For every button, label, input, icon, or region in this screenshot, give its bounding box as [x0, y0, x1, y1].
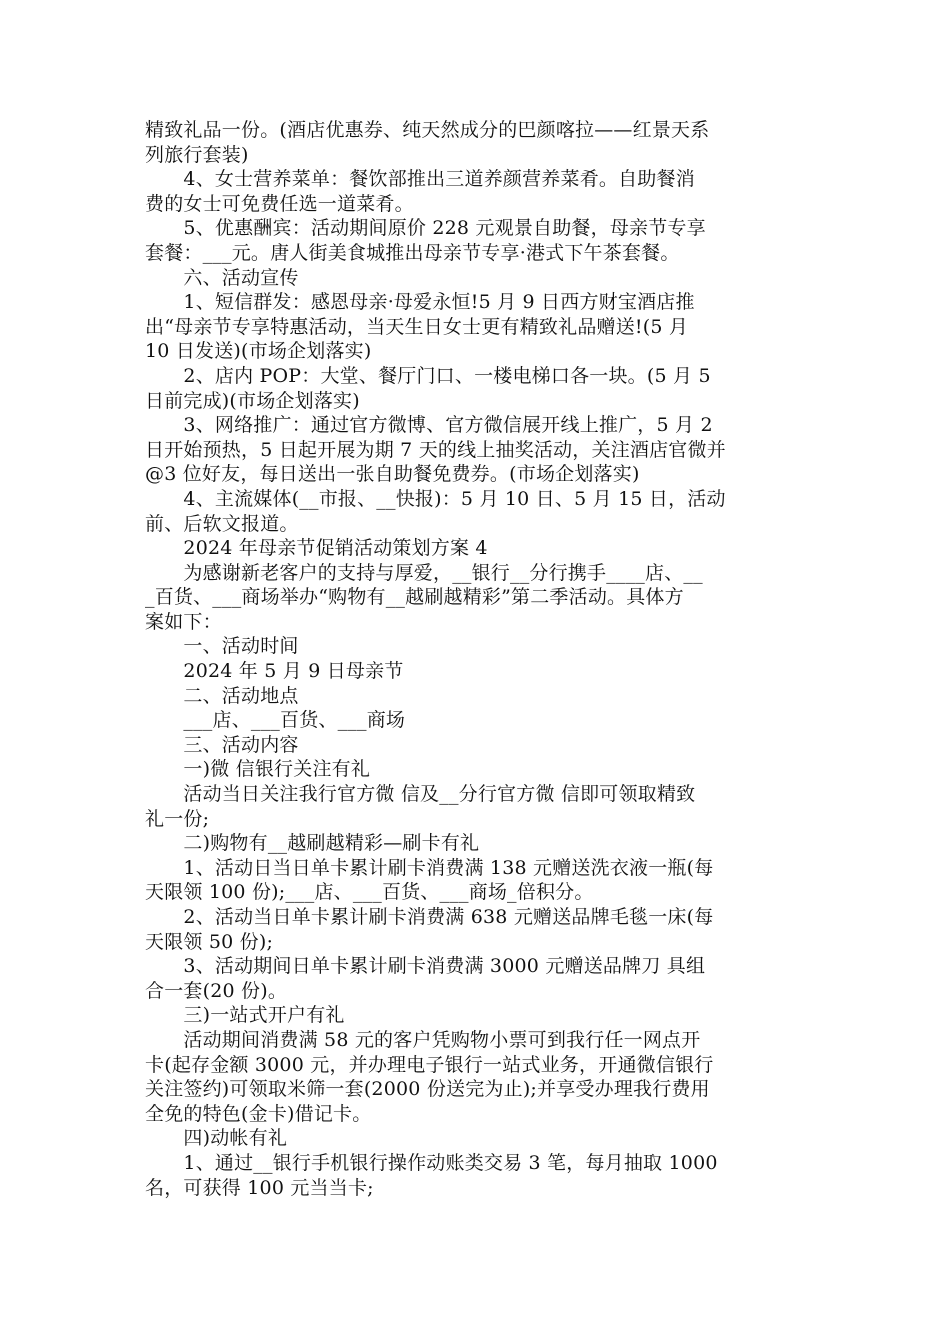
text-line: 日前完成)(市场企划落实) — [145, 389, 360, 412]
section-heading: 二、活动地点 — [145, 684, 299, 707]
subsection-heading: 三)一站式开户有礼 — [145, 1004, 345, 1027]
text-line: 合一套(20 份)。 — [145, 979, 288, 1002]
text-line: 1、活动日当日单卡累计刷卡消费满 138 元赠送洗衣液一瓶(每 — [145, 856, 714, 879]
text-line: 1、短信群发：感恩母亲·母爱永恒!5 月 9 日西方财宝酒店推 — [145, 291, 695, 314]
text-line: 礼一份; — [145, 807, 210, 830]
text-line: 费的女士可免费任选一道菜肴。 — [145, 192, 414, 215]
text-line: ___店、___百货、___商场 — [145, 709, 406, 732]
plan-title: 2024 年母亲节促销活动策划方案 4 — [145, 537, 488, 560]
subsection-heading: 二)购物有__越刷越精彩—刷卡有礼 — [145, 832, 480, 855]
text-line: 案如下： — [145, 610, 222, 633]
text-line: 为感谢新老客户的支持与厚爱，__银行__分行携手____店、__ — [145, 561, 703, 584]
text-line: 2024 年 5 月 9 日母亲节 — [145, 660, 404, 683]
text-line: 3、活动期间日单卡累计刷卡消费满 3000 元赠送品牌刀 具组 — [145, 955, 706, 978]
text-line: 出“母亲节专享特惠活动，当天生日女士更有精致礼品赠送!(5 月 — [145, 315, 689, 338]
text-line: 1、通过__银行手机银行操作动账类交易 3 笔，每月抽取 1000 — [145, 1151, 718, 1174]
text-line: 关注签约)可领取米筛一套(2000 份送完为止);并享受办理我行费用 — [145, 1078, 710, 1101]
text-line: 3、网络推广：通过官方微博、官方微信展开线上推广，5 月 2 — [145, 414, 713, 437]
text-line: 卡(起存金额 3000 元，并办理电子银行一站式业务，开通微信银行 — [145, 1053, 714, 1076]
text-line: 前、后软文报道。 — [145, 512, 299, 535]
text-line: 4、主流媒体(__市报、__快报)：5 月 10 日、5 月 15 日，活动 — [145, 487, 726, 510]
text-line: 天限领 100 份);___店、___百货、___商场_倍积分。 — [145, 881, 594, 904]
text-line: 2、活动当日单卡累计刷卡消费满 638 元赠送品牌毛毯一床(每 — [145, 906, 714, 928]
section-heading: 三、活动内容 — [145, 733, 299, 756]
text-line: 4、女士营养菜单：餐饮部推出三道养颜营养菜肴。自助餐消 — [145, 168, 695, 191]
text-line: 全免的特色(金卡)借记卡。 — [145, 1102, 372, 1125]
section-heading: 六、活动宣传 — [145, 266, 299, 289]
text-line: 日开始预热，5 日起开展为期 7 天的线上抽奖活动，关注酒店官微并 — [145, 438, 726, 461]
document-page — [145, 118, 810, 1200]
text-line: @3 位好友，每日送出一张自助餐免费券。(市场企划落实) — [145, 463, 640, 486]
text-line: 列旅行套装) — [145, 143, 249, 166]
subsection-heading: 四)动帐有礼 — [145, 1127, 288, 1150]
text-line: 5、优惠酬宾：活动期间原价 228 元观景自助餐，母亲节专享 — [145, 217, 706, 240]
subsection-heading: 一)微 信银行关注有礼 — [145, 758, 371, 781]
text-line: 天限领 50 份); — [145, 930, 274, 953]
text-line: 10 日发送)(市场企划落实) — [145, 340, 372, 363]
text-line: 精致礼品一份。(酒店优惠券、纯天然成分的巴颜喀拉——红景天系 — [145, 119, 710, 141]
text-line: 名，可获得 100 元当当卡; — [145, 1176, 374, 1199]
section-heading: 一、活动时间 — [145, 635, 299, 658]
text-line: 2、店内 POP：大堂、餐厅门口、一楼电梯口各一块。(5 月 5 — [145, 364, 711, 387]
text-line: 套餐：___元。唐人街美食城推出母亲节专享·港式下午茶套餐。 — [145, 241, 680, 264]
text-line: 活动期间消费满 58 元的客户凭购物小票可到我行任一网点开 — [145, 1028, 701, 1051]
text-line: _百货、___商场举办“购物有__越刷越精彩”第二季活动。具体方 — [145, 586, 684, 609]
text-line: 活动当日关注我行官方微 信及__分行官方微 信即可领取精致 — [145, 783, 696, 806]
